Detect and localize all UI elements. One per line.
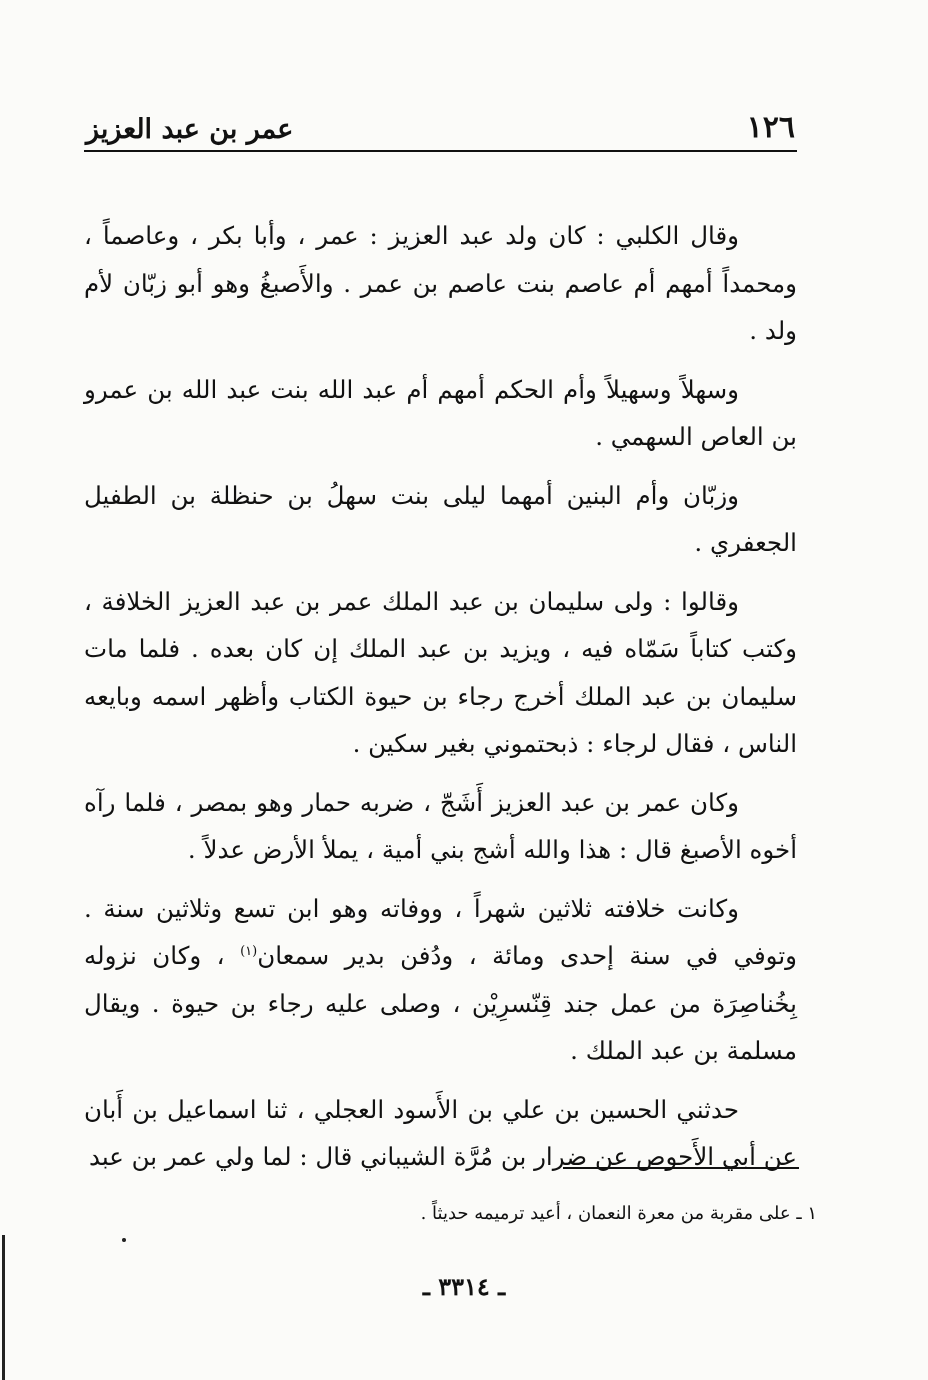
paragraph: وقال الكلبي : كان ولد عبد العزيز : عمر ، وأبا بكر ، وعاصماً ، ومحمداً أمهم أم عاصم بنت عاصم بن عمر . والأَصبغُ وهو أبو زبّان لأم ولد . bbox=[84, 221, 797, 345]
paragraph-text: وكانت خلافته ثلاثين شهراً ، ووفاته وهو ابن تسع وثلاثين سنة . وتوفي في سنة إحدى ومائة ، ودُفن بدير سمعان bbox=[84, 893, 797, 970]
paragraph bbox=[84, 885, 797, 1075]
footnote-marker[interactable]: (١) bbox=[240, 943, 258, 959]
ink-speck bbox=[122, 1238, 126, 1242]
paragraph: وزبّان وأم البنين أمهما ليلى بنت سهلُ بن حنظلة بن الطفيل الجعفري . bbox=[84, 480, 797, 557]
binding-shadow bbox=[2, 1235, 5, 1380]
paragraph: وسهلاً وسهيلاً وأم الحكم أمهم أم عبد الله بنت عبد الله بن عمرو بن العاص السهمي . bbox=[84, 374, 797, 451]
page-number: ١٢٦ bbox=[746, 110, 795, 145]
page-header bbox=[84, 104, 797, 152]
footnote: ١ ـ على مقربة من معرة النعمان ، أعيد ترميمه حديثاً . bbox=[420, 1203, 817, 1224]
folio-number: ـ ٣٣١٤ ـ bbox=[422, 1272, 506, 1301]
footnote-divider bbox=[563, 1167, 799, 1169]
paragraph-text: ، وكان نزوله بِخُناصِرَة من عمل جند قِنّسرِيْن ، وصلى عليه رجاء بن حيوة . ويقال مسلمة بن عبد الملك . bbox=[84, 941, 797, 1065]
paragraph: حدثني الحسين بن علي بن الأَسود العجلي ، ثنا اسماعيل بن أَبان عن أبي الأَحوص عن ضرار بن مُرَّة الشيباني قال : لما ولي عمر بن عبد bbox=[84, 1094, 797, 1171]
running-title: عمر بن عبد العزيز bbox=[86, 114, 294, 145]
paragraph: وقالوا : ولى سليمان بن عبد الملك عمر بن عبد العزيز الخلافة ، وكتب كتاباً سَمّاه فيه ، ويزيد بن عبد الملك إن كان بعده . فلما مات سليمان بن عبد الملك أخرج رجاء بن حيوة الكتاب وأظهر اسمه وبايعه الناس ، فقال لرجاء : ذبحتموني بغير سكين . bbox=[84, 586, 797, 758]
paragraph: وكان عمر بن عبد العزيز أَشَجّ ، ضربه حمار وهو بمصر ، فلما رآه أخوه الأصبغ قال : هذا والله أشج بني أمية ، يملأ الأرض عدلاً . bbox=[84, 787, 797, 864]
body-text bbox=[84, 212, 797, 1181]
